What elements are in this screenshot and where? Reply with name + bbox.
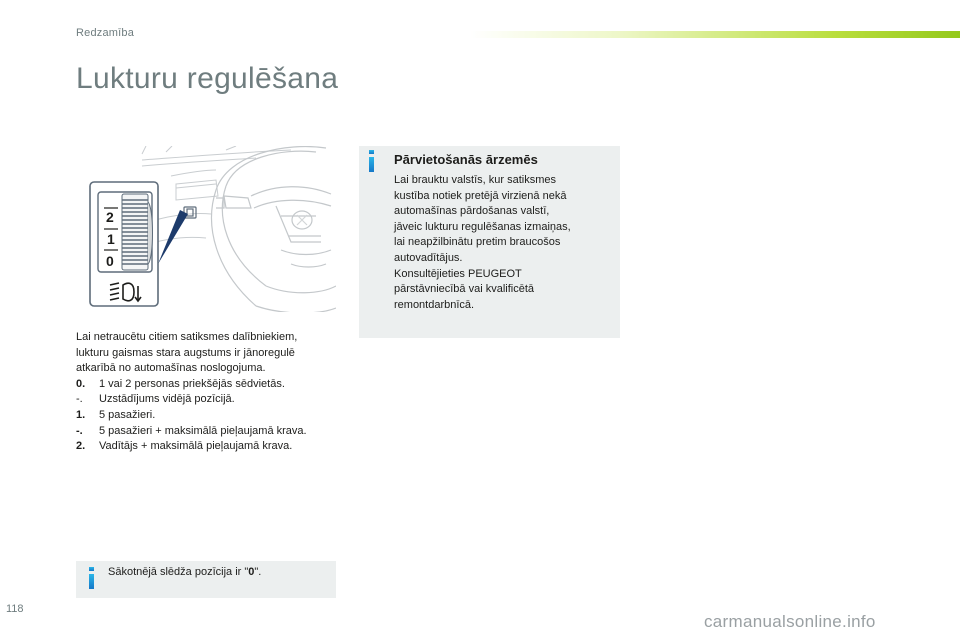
page-title: Lukturu regulēšana xyxy=(76,62,339,95)
list-item xyxy=(76,439,346,455)
section-label: Redzamība xyxy=(76,27,135,39)
watermark: carmanualsonline.info xyxy=(704,612,876,631)
box-line: automašīnas pārdošanas valstī, xyxy=(394,205,550,218)
info-icon xyxy=(86,567,98,589)
box-line: jāveic lukturu regulēšanas izmaiņas, xyxy=(394,220,571,233)
note-text xyxy=(108,566,261,578)
adjust-wheel xyxy=(122,194,153,270)
list-item-key: -. xyxy=(76,393,83,406)
list-item-text: 1 vai 2 personas priekšējās sēdvietās. xyxy=(99,377,285,390)
list-item xyxy=(76,377,346,393)
lever xyxy=(216,196,251,208)
list-item-key: 2. xyxy=(76,440,86,453)
box-line: lai neapžilbinātu pretim braucošos xyxy=(394,236,561,249)
list-item-text: 5 pasažieri. xyxy=(99,408,156,421)
header-accent-bar xyxy=(470,31,960,38)
dashboard-lines xyxy=(142,146,291,246)
list-item-text: Uzstādījums vidējā pozīcijā. xyxy=(99,393,235,406)
list-item-key: 0. xyxy=(76,377,86,390)
box-line: kustība notiek pretējā virzienā nekā xyxy=(394,189,567,202)
dashboard-illustration xyxy=(76,146,336,312)
box-title: Pārvietošanās ārzemēs xyxy=(394,152,538,167)
switch-mark-2: 2 xyxy=(106,209,114,225)
list-item xyxy=(76,392,346,408)
list-item-text: Vadītājs + maksimālā pieļaujamā krava. xyxy=(99,440,293,453)
travel-abroad-box xyxy=(359,146,620,338)
box-line: Lai brauktu valstīs, kur satiksmes xyxy=(394,174,557,186)
list-item-key: -. xyxy=(76,424,83,437)
switch-mark-0: 0 xyxy=(106,253,114,269)
box-line: remontdarbnīcā. xyxy=(394,298,475,311)
intro-line: lukturu gaismas stara augstums ir jānoregulē xyxy=(76,346,295,359)
initial-position-note xyxy=(76,561,336,598)
note-text-before: Sākotnējā slēdža pozīcija ir " xyxy=(108,566,249,578)
box-line: Konsultējieties PEUGEOT xyxy=(394,267,522,280)
list-item-key: 1. xyxy=(76,408,86,421)
instructions xyxy=(76,330,346,455)
switch-panel xyxy=(90,182,158,306)
box-text xyxy=(394,173,616,313)
list-item xyxy=(76,424,346,440)
intro-line: Lai netraucētu citiem satiksmes dalībniekiem, xyxy=(76,331,298,343)
box-line: pārstāvniecībā vai kvalificētā xyxy=(394,283,535,296)
list-item-text: 5 pasažieri + maksimālā pieļaujamā krava. xyxy=(99,424,307,437)
dashboard-drawing xyxy=(76,146,336,312)
box-line: autovadītājus. xyxy=(394,251,463,264)
steering-wheel xyxy=(212,147,336,312)
note-text-after: ". xyxy=(254,566,262,578)
page-number: 118 xyxy=(6,603,24,615)
switch-mark-1: 1 xyxy=(107,231,115,247)
note-value: 0 xyxy=(248,566,255,578)
info-icon xyxy=(366,150,378,172)
list-item xyxy=(76,408,346,424)
intro-line: atkarībā no automašīnas noslogojuma. xyxy=(76,362,266,375)
